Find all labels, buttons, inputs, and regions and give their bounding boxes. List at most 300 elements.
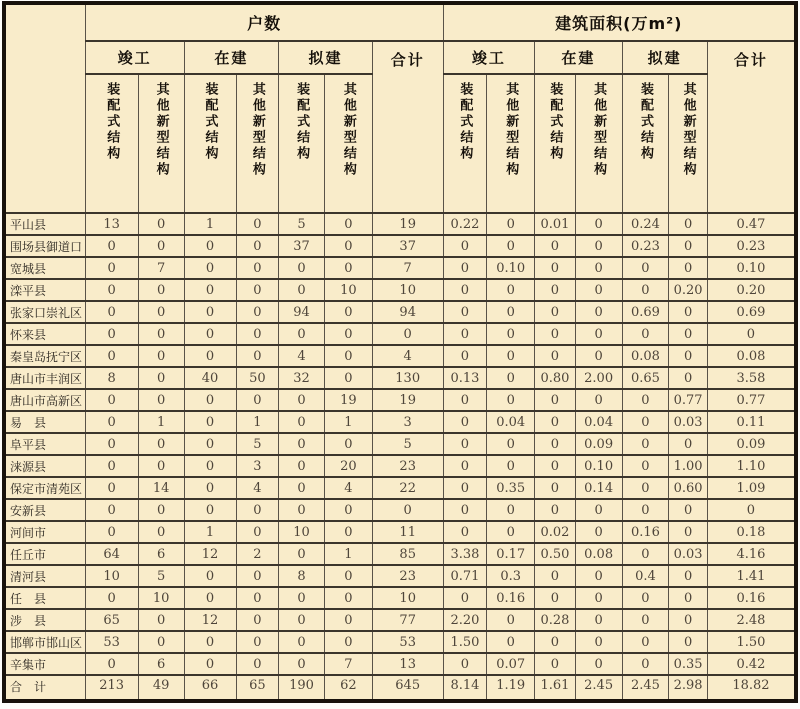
cell-value: 645 xyxy=(372,675,443,701)
cell-value: 0.60 xyxy=(669,477,708,499)
cell-value: 0 xyxy=(622,477,669,499)
cell-value: 7 xyxy=(372,257,443,279)
cell-value: 0 xyxy=(669,631,708,653)
row-label: 任 县 xyxy=(4,587,85,609)
cell-value: 0 xyxy=(324,565,372,587)
cell-value: 0.20 xyxy=(669,279,708,301)
cell-value: 0 xyxy=(622,455,669,477)
cell-value: 8 xyxy=(85,367,138,389)
cell-value: 0 xyxy=(622,587,669,609)
cell-value: 0 xyxy=(138,609,184,631)
subheader-households-planned-prefab xyxy=(279,74,325,213)
cell-value: 0 xyxy=(575,587,622,609)
cell-value: 0 xyxy=(85,455,138,477)
cell-value: 49 xyxy=(138,675,184,701)
cell-value: 0 xyxy=(443,389,487,411)
row-label: 秦皇岛抚宁区 xyxy=(4,345,85,367)
cell-value: 0 xyxy=(575,213,622,235)
row-label: 围场县御道口 xyxy=(4,235,85,257)
row-label: 辛集市 xyxy=(4,653,85,675)
cell-value: 0 xyxy=(575,389,622,411)
row-label: 唐山市丰润区 xyxy=(4,367,85,389)
cell-value: 11 xyxy=(372,521,443,543)
cell-value: 0 xyxy=(487,455,535,477)
cell-value: 0 xyxy=(279,499,325,521)
cell-value: 0.18 xyxy=(707,521,796,543)
row-label: 阜平县 xyxy=(4,433,85,455)
prefab-housing-statistics-table xyxy=(2,1,798,703)
cell-value: 0 xyxy=(184,411,236,433)
cell-value: 1 xyxy=(138,411,184,433)
cell-value: 0.69 xyxy=(707,301,796,323)
cell-value: 1.10 xyxy=(707,455,796,477)
cell-value: 0.23 xyxy=(622,235,669,257)
cell-value: 8 xyxy=(279,565,325,587)
table-row xyxy=(4,631,796,653)
cell-value: 1.00 xyxy=(669,455,708,477)
cell-value: 4 xyxy=(279,345,325,367)
cell-value: 22 xyxy=(372,477,443,499)
cell-value: 0 xyxy=(236,235,279,257)
cell-value: 0 xyxy=(85,257,138,279)
cell-value: 0 xyxy=(669,345,708,367)
table-row xyxy=(4,389,796,411)
cell-value: 0 xyxy=(184,653,236,675)
cell-value: 0 xyxy=(236,521,279,543)
cell-value: 0 xyxy=(443,587,487,609)
cell-value: 0 xyxy=(622,257,669,279)
cell-value: 0.08 xyxy=(622,345,669,367)
cell-value: 0 xyxy=(622,433,669,455)
cell-value: 1.19 xyxy=(487,675,535,701)
cell-value: 0 xyxy=(443,477,487,499)
cell-value: 0 xyxy=(443,433,487,455)
cell-value: 0 xyxy=(669,433,708,455)
row-label: 清河县 xyxy=(4,565,85,587)
corner-cell xyxy=(4,3,85,213)
cell-value: 2.48 xyxy=(707,609,796,631)
cell-value: 0 xyxy=(138,499,184,521)
cell-value: 0 xyxy=(324,345,372,367)
cell-value: 0 xyxy=(138,345,184,367)
cell-value: 0 xyxy=(487,521,535,543)
cell-value: 0 xyxy=(535,257,576,279)
cell-value: 0.03 xyxy=(669,543,708,565)
cell-value: 0 xyxy=(487,631,535,653)
cell-value: 65 xyxy=(236,675,279,701)
cell-value: 0 xyxy=(443,521,487,543)
cell-value: 1.09 xyxy=(707,477,796,499)
cell-value: 0 xyxy=(279,543,325,565)
cell-value: 0.10 xyxy=(487,257,535,279)
subheader-area-under-construction-prefab xyxy=(535,74,576,213)
cell-value: 0 xyxy=(487,323,535,345)
table-row xyxy=(4,213,796,235)
row-label: 宽城县 xyxy=(4,257,85,279)
cell-value: 0.23 xyxy=(707,235,796,257)
subheader-label: 其他新型结构 xyxy=(503,82,519,178)
cell-value: 10 xyxy=(372,587,443,609)
cell-value: 0 xyxy=(669,235,708,257)
cell-value: 5 xyxy=(372,433,443,455)
cell-value: 0 xyxy=(622,653,669,675)
row-label: 唐山市高新区 xyxy=(4,389,85,411)
cell-value: 0 xyxy=(487,389,535,411)
cell-value: 0 xyxy=(279,323,325,345)
cell-value: 0 xyxy=(324,301,372,323)
cell-value: 0 xyxy=(279,433,325,455)
cell-value: 0 xyxy=(324,587,372,609)
cell-value: 53 xyxy=(85,631,138,653)
cell-value: 0 xyxy=(622,609,669,631)
cell-value: 0.24 xyxy=(622,213,669,235)
total-header-area: 合计 xyxy=(707,41,796,213)
cell-value: 50 xyxy=(236,367,279,389)
cell-value: 0.17 xyxy=(487,543,535,565)
subheader-households-under-construction-prefab xyxy=(184,74,236,213)
stage-header-area-under-construction: 在建 xyxy=(535,41,622,74)
cell-value: 0 xyxy=(443,653,487,675)
cell-value: 0.10 xyxy=(575,455,622,477)
cell-value: 0 xyxy=(85,587,138,609)
cell-value: 0.08 xyxy=(575,543,622,565)
cell-value: 0 xyxy=(85,345,138,367)
cell-value: 0 xyxy=(236,301,279,323)
cell-value: 1 xyxy=(324,411,372,433)
cell-value: 0 xyxy=(236,389,279,411)
cell-value: 0 xyxy=(138,235,184,257)
cell-value: 0.35 xyxy=(487,477,535,499)
cell-value: 64 xyxy=(85,543,138,565)
cell-value: 0.08 xyxy=(707,345,796,367)
group-header-households: 户数 xyxy=(85,3,443,41)
cell-value: 0 xyxy=(622,411,669,433)
cell-value: 0.71 xyxy=(443,565,487,587)
table-row xyxy=(4,565,796,587)
table-row xyxy=(4,521,796,543)
cell-value: 94 xyxy=(279,301,325,323)
cell-value: 5 xyxy=(236,433,279,455)
cell-value: 0 xyxy=(279,411,325,433)
cell-value: 0 xyxy=(707,323,796,345)
cell-value: 4.16 xyxy=(707,543,796,565)
row-label: 安新县 xyxy=(4,499,85,521)
cell-value: 190 xyxy=(279,675,325,701)
cell-value: 0.69 xyxy=(622,301,669,323)
cell-value: 0 xyxy=(85,411,138,433)
cell-value: 0 xyxy=(184,389,236,411)
cell-value: 0 xyxy=(622,323,669,345)
cell-value: 0.09 xyxy=(575,433,622,455)
cell-value: 0.77 xyxy=(669,389,708,411)
cell-value: 0 xyxy=(236,631,279,653)
cell-value: 37 xyxy=(279,235,325,257)
subheader-label: 装配式结构 xyxy=(294,82,310,162)
cell-value: 0 xyxy=(535,587,576,609)
cell-value: 0 xyxy=(487,235,535,257)
cell-value: 0 xyxy=(535,565,576,587)
cell-value: 2.00 xyxy=(575,367,622,389)
cell-value: 0 xyxy=(575,565,622,587)
cell-value: 0 xyxy=(324,367,372,389)
cell-value: 0 xyxy=(669,609,708,631)
row-label: 涉 县 xyxy=(4,609,85,631)
table-row xyxy=(4,257,796,279)
cell-value: 0.4 xyxy=(622,565,669,587)
cell-value: 0 xyxy=(279,609,325,631)
cell-value: 0 xyxy=(279,455,325,477)
table-row xyxy=(4,235,796,257)
cell-value: 10 xyxy=(85,565,138,587)
subheader-households-completed-prefab xyxy=(85,74,138,213)
cell-value: 0 xyxy=(279,389,325,411)
cell-value: 19 xyxy=(372,213,443,235)
cell-value: 23 xyxy=(372,565,443,587)
table-row xyxy=(4,411,796,433)
subheader-area-planned-other xyxy=(669,74,708,213)
cell-value: 0 xyxy=(535,279,576,301)
table-row xyxy=(4,279,796,301)
cell-value: 0 xyxy=(535,411,576,433)
cell-value: 13 xyxy=(85,213,138,235)
cell-value: 0 xyxy=(138,213,184,235)
cell-value: 2 xyxy=(236,543,279,565)
table-row xyxy=(4,345,796,367)
cell-value: 19 xyxy=(372,389,443,411)
cell-value: 0 xyxy=(236,653,279,675)
table-body xyxy=(4,213,796,701)
cell-value: 0 xyxy=(443,257,487,279)
cell-value: 1 xyxy=(324,543,372,565)
cell-value: 0 xyxy=(575,653,622,675)
subheader-households-under-construction-other xyxy=(236,74,279,213)
cell-value: 0.13 xyxy=(443,367,487,389)
cell-value: 0 xyxy=(443,323,487,345)
cell-value: 8.14 xyxy=(443,675,487,701)
cell-value: 23 xyxy=(372,455,443,477)
cell-value: 0 xyxy=(85,235,138,257)
cell-value: 0 xyxy=(669,587,708,609)
cell-value: 0 xyxy=(324,521,372,543)
cell-value: 0.42 xyxy=(707,653,796,675)
cell-value: 0 xyxy=(669,323,708,345)
cell-value: 0 xyxy=(622,389,669,411)
cell-value: 1.50 xyxy=(707,631,796,653)
cell-value: 0.16 xyxy=(707,587,796,609)
cell-value: 0 xyxy=(324,257,372,279)
cell-value: 0 xyxy=(575,631,622,653)
cell-value: 0 xyxy=(324,213,372,235)
cell-value: 0 xyxy=(85,323,138,345)
subheader-area-under-construction-other xyxy=(575,74,622,213)
cell-value: 0 xyxy=(236,609,279,631)
row-label: 滦平县 xyxy=(4,279,85,301)
cell-value: 0 xyxy=(575,235,622,257)
table-row xyxy=(4,543,796,565)
cell-value: 130 xyxy=(372,367,443,389)
cell-value: 0 xyxy=(443,345,487,367)
table-row xyxy=(4,455,796,477)
cell-value: 0 xyxy=(535,235,576,257)
cell-value: 0 xyxy=(622,631,669,653)
cell-value: 0.16 xyxy=(622,521,669,543)
total-header-households: 合计 xyxy=(372,41,443,213)
cell-value: 0 xyxy=(443,235,487,257)
cell-value: 0.50 xyxy=(535,543,576,565)
cell-value: 0 xyxy=(85,653,138,675)
cell-value: 4 xyxy=(324,477,372,499)
cell-value: 0 xyxy=(138,455,184,477)
cell-value: 0 xyxy=(324,499,372,521)
cell-value: 0 xyxy=(85,301,138,323)
cell-value: 0 xyxy=(487,279,535,301)
cell-value: 0 xyxy=(184,631,236,653)
cell-value: 0.20 xyxy=(707,279,796,301)
cell-value: 0 xyxy=(575,521,622,543)
subheader-label: 装配式结构 xyxy=(457,82,473,162)
cell-value: 0 xyxy=(236,587,279,609)
cell-value: 2.45 xyxy=(622,675,669,701)
cell-value: 0 xyxy=(184,565,236,587)
cell-value: 0 xyxy=(85,389,138,411)
group-header-building-area: 建筑面积(万m²) xyxy=(443,3,796,41)
cell-value: 0 xyxy=(669,499,708,521)
cell-value: 18.82 xyxy=(707,675,796,701)
cell-value: 0 xyxy=(669,521,708,543)
table-row xyxy=(4,433,796,455)
cell-value: 0.04 xyxy=(487,411,535,433)
cell-value: 0.16 xyxy=(487,587,535,609)
row-label: 张家口崇礼区 xyxy=(4,301,85,323)
cell-value: 32 xyxy=(279,367,325,389)
cell-value: 0 xyxy=(487,499,535,521)
row-label: 平山县 xyxy=(4,213,85,235)
cell-value: 0 xyxy=(324,323,372,345)
cell-value: 0 xyxy=(575,301,622,323)
cell-value: 0 xyxy=(184,477,236,499)
cell-value: 0 xyxy=(138,367,184,389)
cell-value: 0 xyxy=(236,499,279,521)
cell-value: 5 xyxy=(279,213,325,235)
cell-value: 10 xyxy=(279,521,325,543)
cell-value: 65 xyxy=(85,609,138,631)
cell-value: 0 xyxy=(487,345,535,367)
subheader-label: 装配式结构 xyxy=(104,82,120,162)
cell-value: 0 xyxy=(535,477,576,499)
cell-value: 0.77 xyxy=(707,389,796,411)
cell-value: 0.28 xyxy=(535,609,576,631)
cell-value: 12 xyxy=(184,543,236,565)
row-label: 易 县 xyxy=(4,411,85,433)
cell-value: 0 xyxy=(279,587,325,609)
cell-value: 0.80 xyxy=(535,367,576,389)
cell-value: 0 xyxy=(236,213,279,235)
cell-value: 0.35 xyxy=(669,653,708,675)
cell-value: 12 xyxy=(184,609,236,631)
cell-value: 0.11 xyxy=(707,411,796,433)
cell-value: 0 xyxy=(236,565,279,587)
stage-header-households-under-construction: 在建 xyxy=(184,41,279,74)
cell-value: 0 xyxy=(487,367,535,389)
cell-value: 3.38 xyxy=(443,543,487,565)
subheader-label: 装配式结构 xyxy=(637,82,653,162)
cell-value: 13 xyxy=(372,653,443,675)
cell-value: 0 xyxy=(575,609,622,631)
cell-value: 20 xyxy=(324,455,372,477)
row-label: 合 计 xyxy=(4,675,85,701)
cell-value: 1 xyxy=(184,521,236,543)
cell-value: 0 xyxy=(85,279,138,301)
cell-value: 0 xyxy=(535,301,576,323)
cell-value: 0 xyxy=(487,609,535,631)
cell-value: 0 xyxy=(535,455,576,477)
header-row-groups xyxy=(4,3,796,41)
table-row xyxy=(4,587,796,609)
cell-value: 0 xyxy=(184,455,236,477)
cell-value: 0.3 xyxy=(487,565,535,587)
cell-value: 14 xyxy=(138,477,184,499)
cell-value: 0 xyxy=(138,389,184,411)
cell-value: 7 xyxy=(324,653,372,675)
cell-value: 0 xyxy=(535,345,576,367)
cell-value: 0 xyxy=(575,499,622,521)
cell-value: 0 xyxy=(622,279,669,301)
subheader-households-completed-other xyxy=(138,74,184,213)
table-row xyxy=(4,653,796,675)
cell-value: 0.14 xyxy=(575,477,622,499)
cell-value: 37 xyxy=(372,235,443,257)
subheader-label: 装配式结构 xyxy=(202,82,218,162)
cell-value: 0 xyxy=(669,213,708,235)
table-row xyxy=(4,323,796,345)
cell-value: 0 xyxy=(669,565,708,587)
cell-value: 1.61 xyxy=(535,675,576,701)
row-label: 河间市 xyxy=(4,521,85,543)
cell-value: 0 xyxy=(575,323,622,345)
cell-value: 0.47 xyxy=(707,213,796,235)
cell-value: 4 xyxy=(372,345,443,367)
cell-value: 0 xyxy=(184,499,236,521)
statistics-table-sheet xyxy=(2,1,798,703)
stage-header-area-planned: 拟建 xyxy=(622,41,707,74)
cell-value: 0 xyxy=(324,235,372,257)
row-label: 邯郸市邯山区 xyxy=(4,631,85,653)
cell-value: 0 xyxy=(324,631,372,653)
cell-value: 0 xyxy=(184,235,236,257)
cell-value: 2.45 xyxy=(575,675,622,701)
subheader-label: 装配式结构 xyxy=(547,82,563,162)
cell-value: 19 xyxy=(324,389,372,411)
cell-value: 0 xyxy=(138,631,184,653)
table-row xyxy=(4,301,796,323)
cell-value: 6 xyxy=(138,653,184,675)
cell-value: 0 xyxy=(138,279,184,301)
cell-value: 5 xyxy=(138,565,184,587)
cell-value: 62 xyxy=(324,675,372,701)
cell-value: 0 xyxy=(669,301,708,323)
subheader-households-planned-other xyxy=(324,74,372,213)
cell-value: 0 xyxy=(85,499,138,521)
cell-value: 0 xyxy=(138,521,184,543)
cell-value: 0.22 xyxy=(443,213,487,235)
cell-value: 0 xyxy=(487,213,535,235)
cell-value: 53 xyxy=(372,631,443,653)
cell-value: 0 xyxy=(535,433,576,455)
table-row xyxy=(4,367,796,389)
cell-value: 0 xyxy=(575,345,622,367)
stage-header-area-completed: 竣工 xyxy=(443,41,535,74)
cell-value: 0 xyxy=(138,323,184,345)
